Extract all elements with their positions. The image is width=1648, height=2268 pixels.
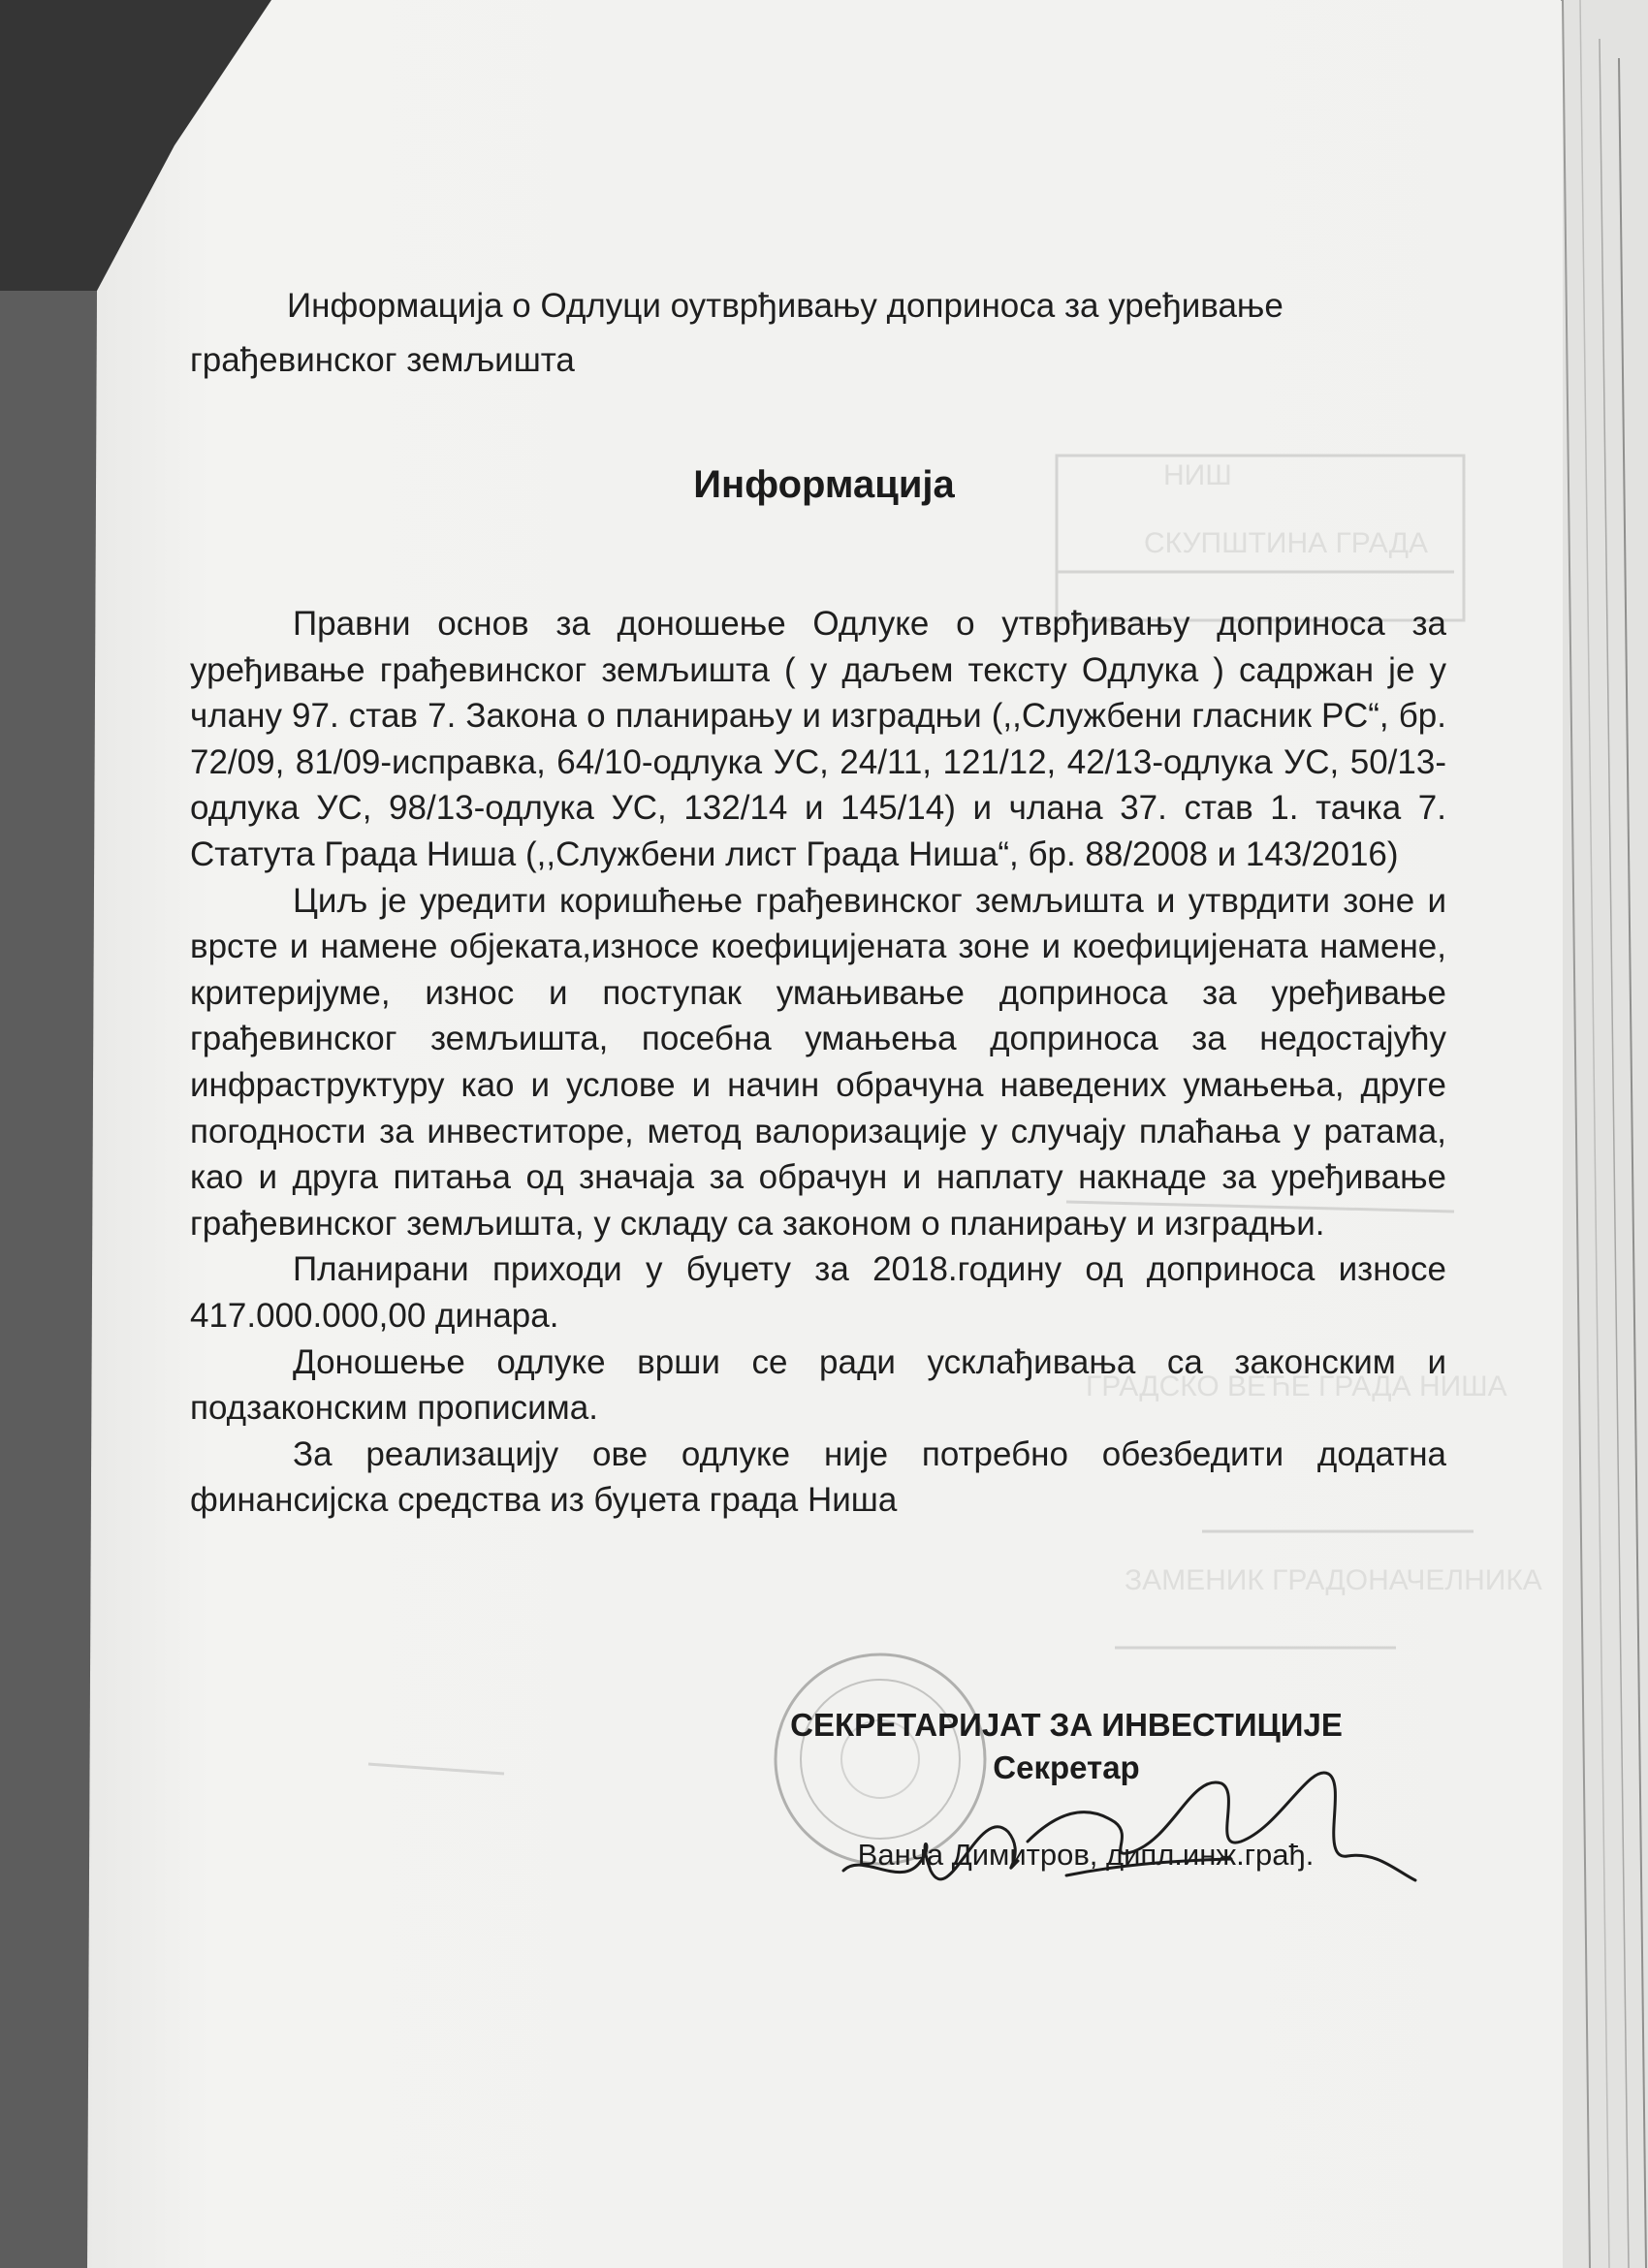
svg-text:СКУПШТИНА ГРАДА: СКУПШТИНА ГРАДА: [1144, 527, 1429, 559]
header-line-1: Информација о Одлуци оутврђивању доприноса за уређивање: [287, 287, 1284, 325]
paragraph-funding: За реализацију ове одлуке није потребно обезбедити додатна финансијска средства из буџета града Ниша: [190, 1434, 1446, 1520]
document-title: Информација: [693, 463, 955, 506]
paragraph-reason: Доношење одлуке врши се ради усклађивања са законским и подзаконским прописима.: [190, 1342, 1446, 1428]
document-header: [190, 279, 1431, 388]
signature-role: Секретар: [993, 1749, 1140, 1785]
paragraph-planned-income: Планирани приходи у буџету за 2018.годину од доприноса износе 417.000.000,00 динара.: [190, 1250, 1446, 1335]
handwritten-signature: [824, 1745, 1425, 1900]
svg-text:ГРАДСКО ВЕЋЕ ГРАДА НИША: ГРАДСКО ВЕЋЕ ГРАДА НИША: [1086, 1370, 1507, 1402]
signature-organization: СЕКРЕТАРИЈАТ ЗА ИНВЕСТИЦИЈЕ: [790, 1707, 1343, 1743]
svg-text:ЗАМЕНИК ГРАДОНАЧЕЛНИКА: ЗАМЕНИК ГРАДОНАЧЕЛНИКА: [1125, 1564, 1542, 1596]
document-body: [190, 601, 1446, 1524]
paragraph-legal-basis: Правни основ за доношење Одлуке о утврђивању доприноса за уређивање грађевинског земљишта ( у даљем тексту Одлука ) садржан је у члану 97. став 7. Закона о планирању и изградњи (,,Службени гласник РС“, бр. 72/09, 81/09-исправка, 64/10-одлука УС, 24/11, 121/12, 42/13-одлука УС, 50/13-одлука УС, 98/13-одлука УС, 132/14 и 145/14) и члана 37. став 1. тачка 7. Статута Града Ниша (,,Службени лист Града Ниша“, бр. 88/2008 и 143/2016): [190, 605, 1446, 873]
svg-text:НИШ: НИШ: [1163, 459, 1232, 491]
paragraph-goal: Циљ је уредити коришћење грађевинског земљишта и утврдити зоне и врсте и намене објеката,износе коефицијената зоне и коефицијената намене, критеријуме, износ и поступак умањивање доприноса за уређивање грађевинског земљишта, посебна умањења доприноса за недостајућу инфраструктуру као и услове и начин обрачуна наведених умањења, друге погодности за инвеститоре, метод валоризације у случају плаћања у ратама, као и друга питања од значаја за обрачун и наплату накнаде за уређивање грађевинског земљишта, у складу са законом о планирању и изградњи.: [190, 881, 1446, 1243]
signature-name: Ванча Димитров, дипл.инж.грађ.: [857, 1838, 1315, 1872]
header-line-2: грађевинског земљишта: [190, 341, 575, 379]
